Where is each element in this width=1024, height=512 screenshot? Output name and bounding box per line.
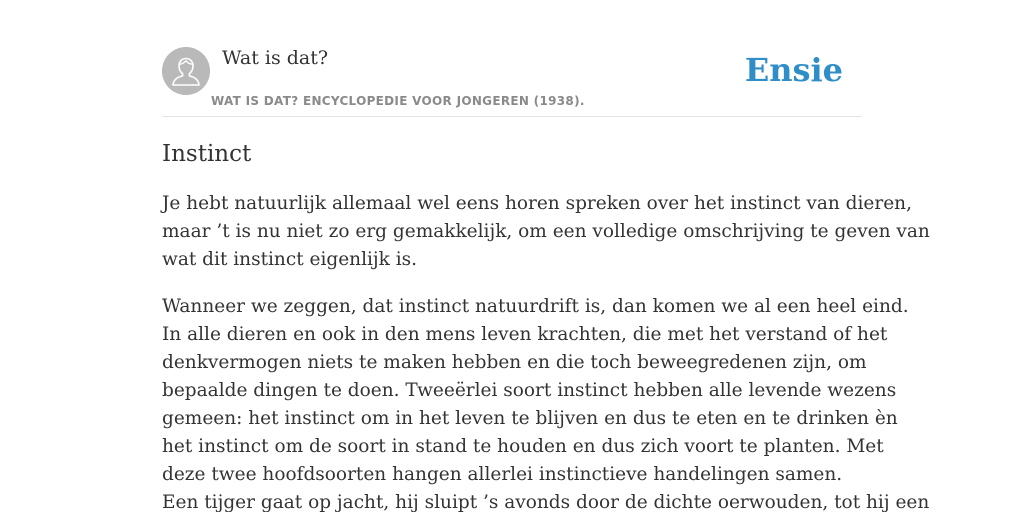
article: [162, 138, 930, 512]
paragraph: [162, 293, 930, 512]
paragraph-line: gemeen: het instinct om in het leven te blijven en dus te eten en te drinken èn: [162, 408, 898, 429]
avatar[interactable]: [162, 47, 210, 95]
paragraph-line: bepaalde dingen te doen. Tweeërlei soort instinct hebben alle levende wezens: [162, 380, 897, 401]
source-title[interactable]: Wat is dat?: [222, 47, 329, 69]
paragraph-line: deze twee hoofdsoorten hangen allerlei instinctieve handelingen samen.: [162, 464, 843, 485]
paragraph-line: Een tijger gaat op jacht, hij sluipt ’s avonds door de dichte oerwouden, tot hij een: [162, 492, 930, 512]
brand-logo[interactable]: Ensie: [744, 51, 843, 89]
paragraph-line: Je hebt natuurlijk allemaal wel eens horen spreken over het instinct van dieren,: [162, 193, 912, 214]
user-silhouette-icon: [162, 47, 210, 95]
source-subtitle[interactable]: WAT IS DAT? ENCYCLOPEDIE VOOR JONGEREN (1938).: [211, 94, 585, 108]
paragraph-line: Wanneer we zeggen, dat instinct natuurdrift is, dan komen we al een heel eind.: [162, 296, 909, 317]
paragraph-line: maar ’t is nu niet zo erg gemakkelijk, om een volledige omschrijving te geven van: [162, 221, 930, 242]
source-header: [162, 46, 862, 117]
paragraph-line: het instinct om de soort in stand te houden en dus zich voort te planten. Met: [162, 436, 884, 457]
paragraph-line: denkvermogen niets te maken hebben en die toch beweegredenen zijn, om: [162, 352, 867, 373]
paragraph-line: In alle dieren en ook in den mens leven krachten, die met het verstand of het: [162, 324, 888, 345]
paragraph-line: wat dit instinct eigenlijk is.: [162, 249, 418, 270]
article-title: Instinct: [162, 141, 252, 167]
paragraph: [162, 190, 930, 274]
